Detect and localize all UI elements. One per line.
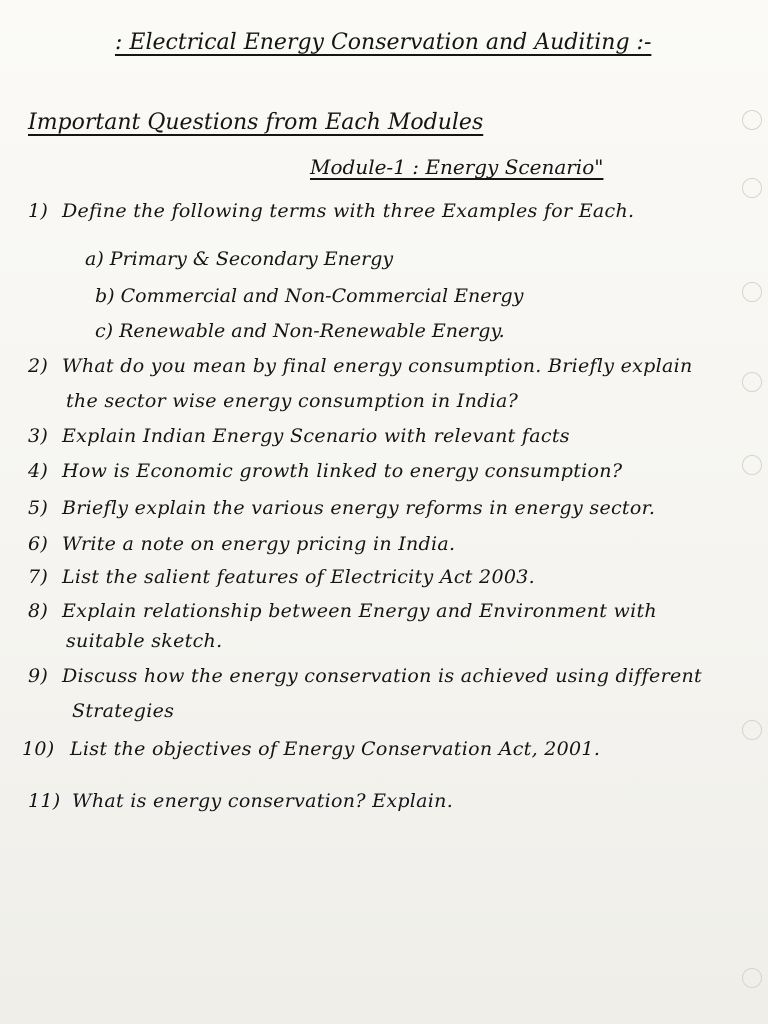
question-number: 6) [28, 533, 49, 555]
module-heading: Module-1 : Energy Scenario" [310, 155, 604, 179]
margin-circle-mark [742, 282, 762, 302]
margin-circle-mark [742, 720, 762, 740]
question-11 [28, 790, 453, 812]
question-number: 7) [28, 566, 49, 588]
question-8 [28, 600, 657, 622]
question-4 [28, 460, 622, 482]
page-title: : Electrical Energy Conservation and Auditing :- [115, 30, 652, 55]
question-number: 4) [28, 460, 49, 482]
question-number: 10) [22, 738, 55, 760]
question-text: Write a note on energy pricing in India. [62, 533, 456, 555]
question-text: What do you mean by final energy consumption. Briefly explain [62, 355, 693, 377]
question-2-continued: the sector wise energy consumption in India? [66, 390, 519, 412]
question-text: Briefly explain the various energy reforms in energy sector. [62, 497, 656, 519]
margin-circle-mark [742, 968, 762, 988]
question-number: 1) [28, 200, 49, 222]
margin-circle-mark [742, 178, 762, 198]
subitem-a: a) Primary & Secondary Energy [85, 248, 394, 270]
question-1 [28, 200, 634, 222]
question-9 [28, 665, 702, 687]
question-number: 11) [28, 790, 61, 812]
question-2 [28, 355, 693, 377]
question-text: Explain relationship between Energy and Environment with [62, 600, 657, 622]
question-text: How is Economic growth linked to energy consumption? [62, 460, 623, 482]
margin-circle-mark [742, 372, 762, 392]
question-9-continued: Strategies [72, 700, 175, 722]
question-text: Define the following terms with three Examples for Each. [62, 200, 635, 222]
question-text: What is energy conservation? Explain. [72, 790, 454, 812]
question-3 [28, 425, 570, 447]
page-subtitle: Important Questions from Each Modules [28, 110, 484, 135]
margin-circle-mark [742, 110, 762, 130]
question-8-continued: suitable sketch. [66, 630, 223, 652]
question-number: 5) [28, 497, 49, 519]
question-text: Explain Indian Energy Scenario with relevant facts [62, 425, 570, 447]
question-number: 3) [28, 425, 49, 447]
subitem-b: b) Commercial and Non-Commercial Energy [95, 285, 524, 307]
question-10 [22, 738, 600, 760]
question-text: Discuss how the energy conservation is achieved using different [62, 665, 702, 687]
question-7 [28, 566, 535, 588]
subitem-c: c) Renewable and Non-Renewable Energy. [95, 320, 505, 342]
question-5 [28, 497, 655, 519]
margin-circle-mark [742, 455, 762, 475]
question-text: List the salient features of Electricity Act 2003. [62, 566, 535, 588]
question-6 [28, 533, 455, 555]
question-number: 8) [28, 600, 49, 622]
question-number: 9) [28, 665, 49, 687]
question-text: List the objectives of Energy Conservation Act, 2001. [70, 738, 601, 760]
question-number: 2) [28, 355, 49, 377]
